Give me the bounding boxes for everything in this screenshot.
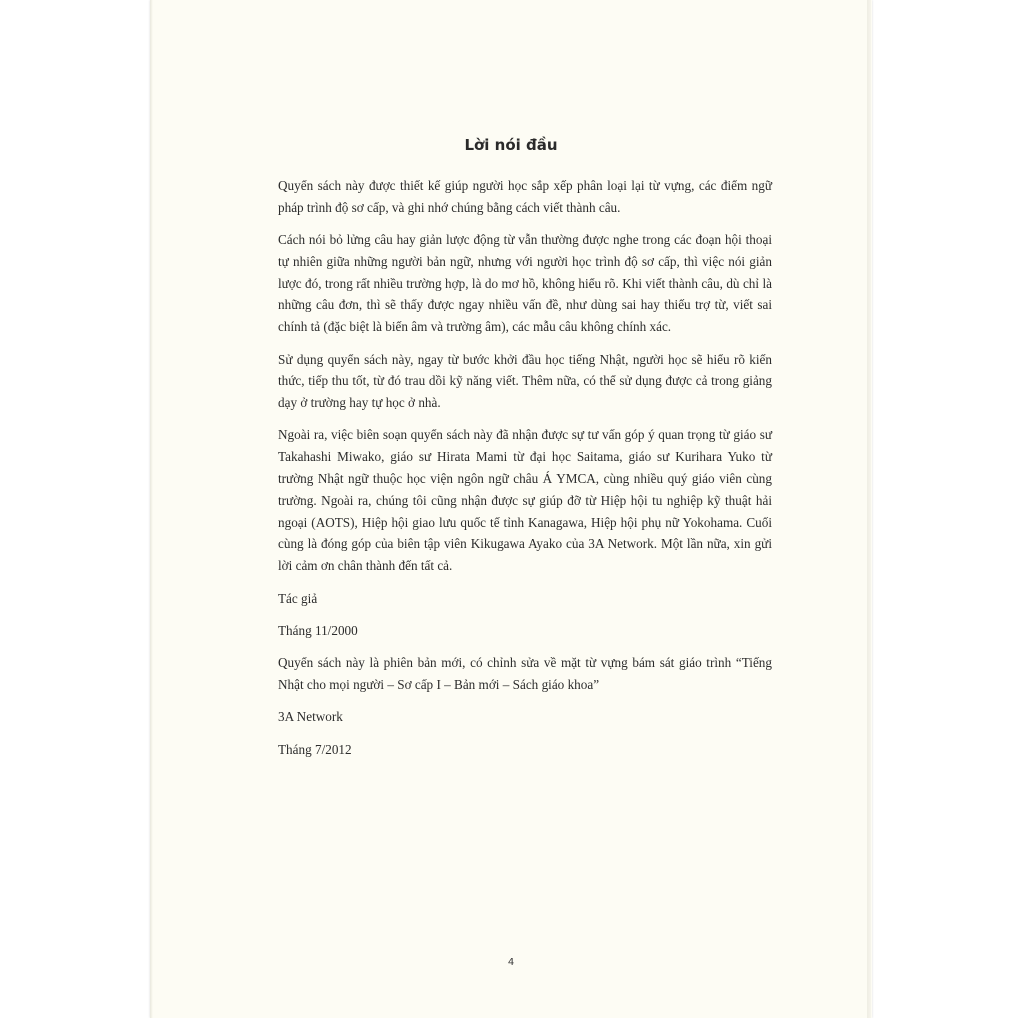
publisher-date: Tháng 7/2012 [278,741,352,757]
paragraph-1: Quyển sách này được thiết kế giúp người học sắp xếp phân loại lại từ vựng, các điểm ngữ pháp trình độ sơ cấp, và ghi nhớ chúng bằng cách viết thành câu. [278,178,772,215]
publisher-name: 3A Network [278,709,343,725]
signature-date: Tháng 11/2000 [278,622,358,638]
edition-note: Quyển sách này là phiên bản mới, có chỉnh sửa về mặt từ vựng bám sát giáo trình “Tiếng Nhật cho mọi người – Sơ cấp I – Bản mới – Sách giáo khoa” [278,655,772,692]
page-number: 4 [507,957,515,968]
publisher-signature [278,706,772,760]
page-title: Lời nói đầu [464,136,558,154]
paragraph-2: Cách nói bỏ lửng câu hay giản lược động từ vẫn thường được nghe trong các đoạn hội thoại tự nhiên giữa những người bản ngữ, nhưng với người học trình độ sơ cấp, thì việc nói giản lược đó, trong rất nhiều trường hợp, là do mơ hồ, không hiểu rõ. Khi viết thành câu, dù chỉ là những câu đơn, thì sẽ thấy được ngay nhiều vấn đề, như dùng sai hay thiếu trợ từ, viết sai chính tả (đặc biệt là biến âm và trường âm), các mẫu câu không chính xác. [278,232,772,335]
signature-author: Tác giả [278,590,318,606]
paragraph-3: Sử dụng quyển sách này, ngay từ bước khởi đầu học tiếng Nhật, người học sẽ hiểu rõ kiến thức, tiếp thu tốt, từ đó trau dồi kỹ năng viết. Thêm nữa, có thể sử dụng được cả trong giảng dạy ở trường hay tự học ở nhà. [278,351,772,411]
document-body [278,175,772,771]
author-signature [278,588,772,642]
paragraph-4: Ngoài ra, việc biên soạn quyển sách này đã nhận được sự tư vấn góp ý quan trọng từ giáo sư Takahashi Miwako, giáo sư Hirata Mami từ đại học Saitama, giáo sư Kurihara Yuko từ trường Nhật ngữ thuộc học viện ngôn ngữ châu Á YMCA, cùng nhiều quý giáo viên cùng trường. Ngoài ra, chúng tôi cũng nhận được sự giúp đỡ từ Hiệp hội tu nghiệp kỹ thuật hải ngoại (AOTS), Hiệp hội giao lưu quốc tế tỉnh Kanagawa, Hiệp hội phụ nữ Yokohama. Cuối cùng là đóng góp của biên tập viên Kikugawa Ayako của 3A Network. Một lần nữa, xin gửi lời cảm ơn chân thành đến tất cả. [278,427,772,574]
